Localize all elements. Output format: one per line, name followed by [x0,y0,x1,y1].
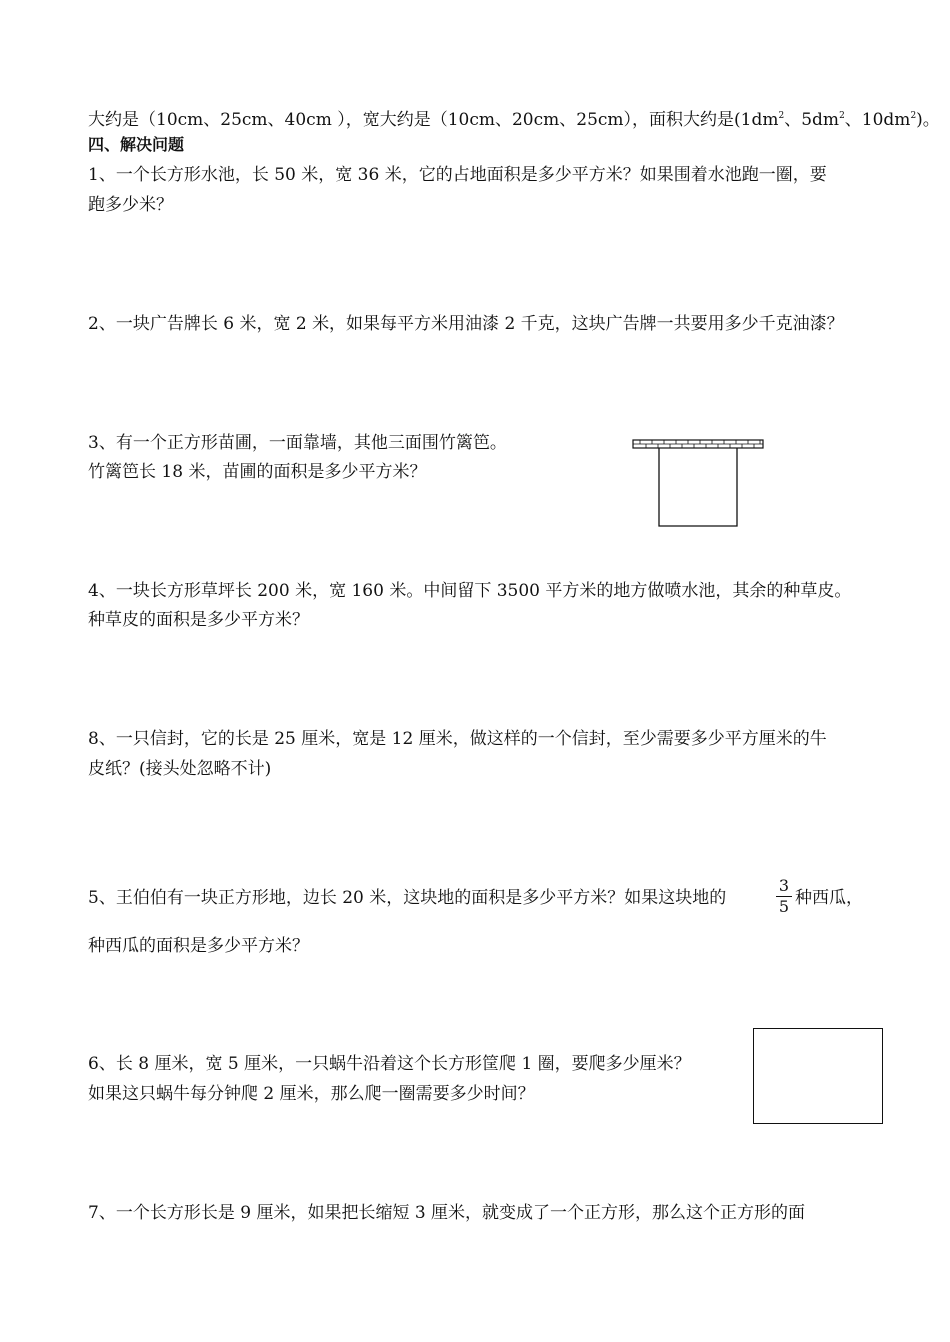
fence-square-icon [659,448,737,526]
question-5-line-2: 种西瓜的面积是多少平方米？ [88,936,309,956]
section-title: 四、解决问题 [88,135,185,154]
wall-icon [633,440,763,448]
rectangle-diagram [753,1028,883,1124]
superscript: 2 [778,111,785,121]
question-2-line-1: 2、一块广告牌长 6 米，宽 2 米，如果每平方米用油漆 2 千克，这块广告牌一共要用多少千克油漆？ [88,314,844,334]
top-line [88,105,940,131]
nursery-wall-diagram [630,436,766,530]
top-line-end: )。 [916,110,940,130]
question-4-line-1: 4、一块长方形草坪长 200 米，宽 160 米。中间留下 3500 平方米的地方做喷水池，其余的种草皮。 [88,581,852,601]
question-5-line-1b: 种西瓜， [795,888,863,908]
fraction [776,877,792,916]
question-6-line-2: 如果这只蜗牛每分钟爬 2 厘米，那么爬一圈需要多少时间？ [88,1084,535,1104]
question-8-line-2: 皮纸？(接头处忽略不计) [88,759,272,779]
question-5-line-1a: 5、王伯伯有一块正方形地，边长 20 米，这块地的面积是多少平方米？如果这块地的 [88,888,727,908]
superscript: 2 [910,111,917,121]
fraction-numerator: 3 [778,876,790,895]
question-8-line-1: 8、一只信封，它的长是 25 厘米，宽是 12 厘米，做这样的一个信封，至少需要多少平方厘米的牛 [88,729,827,749]
question-6-line-1: 6、长 8 厘米，宽 5 厘米，一只蜗牛沿着这个长方形筐爬 1 圈，要爬多少厘米？ [88,1054,691,1074]
question-1-line-1: 1、一个长方形水池，长 50 米，宽 36 米，它的占地面积是多少平方米？如果围着水池跑一圈，要 [88,165,827,185]
question-3-line-2: 竹篱笆长 18 米，苗圃的面积是多少平方米？ [88,462,427,482]
fraction-denominator: 5 [778,897,790,916]
superscript: 2 [839,111,845,121]
top-line-sep2: 、10dm [844,110,911,130]
question-3-line-1: 3、有一个正方形苗圃，一面靠墙，其他三面围竹篱笆。 [88,433,507,453]
question-1-line-2: 跑多少米？ [88,195,173,215]
question-4-line-2: 种草皮的面积是多少平方米？ [88,610,309,630]
question-7-line-1: 7、一个长方形长是 9 厘米，如果把长缩短 3 厘米，就变成了一个正方形，那么这个正方形的面 [88,1203,806,1223]
top-line-sep1: 、5dm [784,110,840,130]
top-line-part1: 大约是（10cm、25cm、40cm ），宽大约是（10cm、20cm、25cm），面积大约是(1dm [88,110,779,130]
